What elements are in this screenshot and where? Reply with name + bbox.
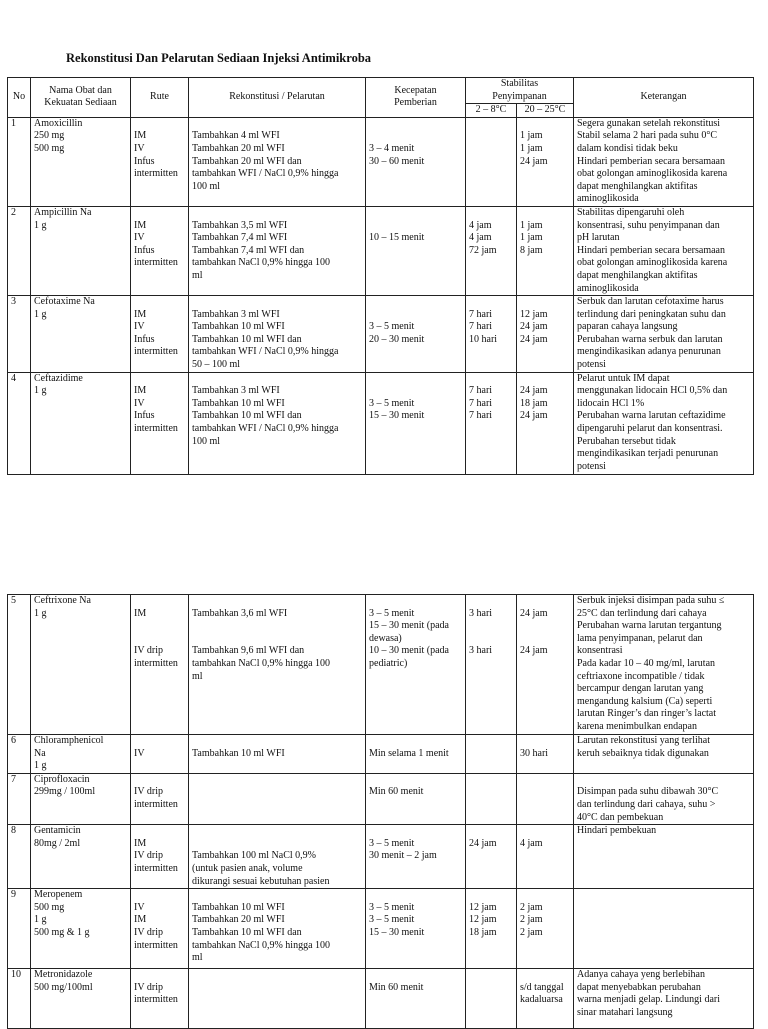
table-row [8,735,754,774]
cell-no: 9 [8,889,31,969]
cell-rekonstitusi: Tambahkan 100 ml NaCl 0,9% (untuk pasien anak, volume dikurangi sesuai kebutuhan pasien [189,825,366,889]
cell-rute: IM IV Infus intermitten [131,117,189,206]
cell-stabilitas-ruang: 1 jam 1 jam 8 jam [517,206,574,295]
table-row [8,117,754,206]
cell-stabilitas-dingin [466,117,517,206]
cell-rute: IV drip intermitten [131,969,189,1029]
cell-keterangan: Adanya cahaya yeng berlebihan dapat menyebabkan perubahan warna menjadi gelap. Lindungi dari sinar matahari langsung [574,969,754,1029]
cell-rekonstitusi: Tambahkan 4 ml WFI Tambahkan 20 ml WFI Tambahkan 20 ml WFI dan tambahkan WFI / NaCl 0,9% hingga 100 ml [189,117,366,206]
cell-rekonstitusi: Tambahkan 10 ml WFI Tambahkan 20 ml WFI Tambahkan 10 ml WFI dan tambahkan NaCl 0,9% hingga 100 ml [189,889,366,969]
header-rute: Rute [131,78,189,118]
table-row [8,889,754,969]
cell-stabilitas-ruang: s/d tanggal kadaluarsa [517,969,574,1029]
header-kecepatan: Kecepatan Pemberian [366,78,466,118]
cell-no: 3 [8,296,31,373]
cell-stabilitas-dingin [466,735,517,774]
cell-rekonstitusi [189,969,366,1029]
cell-stabilitas-ruang: 12 jam 24 jam 24 jam [517,296,574,373]
cell-stabilitas-dingin: 3 hari 3 hari [466,595,517,735]
cell-kecepatan: Min 60 menit [366,969,466,1029]
cell-keterangan: Pelarut untuk IM dapat menggunakan lidocain HCl 0,5% dan lidocain HCl 1% Perubahan warna larutan ceftazidime dipengaruhi pelarut dan konsentrasi. Perubahan tersebut tidak mengindikasikan terjadi penurunan potensi [574,372,754,474]
cell-kecepatan: Min 60 menit [366,773,466,824]
cell-rute: IV [131,735,189,774]
cell-stabilitas-dingin: 7 hari 7 hari 7 hari [466,372,517,474]
cell-stabilitas-ruang: 24 jam 24 jam [517,595,574,735]
cell-rekonstitusi: Tambahkan 3,6 ml WFI Tambahkan 9,6 ml WFI dan tambahkan NaCl 0,9% hingga 100 ml [189,595,366,735]
cell-kecepatan: 3 – 5 menit 15 – 30 menit [366,372,466,474]
cell-rekonstitusi: Tambahkan 10 ml WFI [189,735,366,774]
cell-rute: IV drip intermitten [131,773,189,824]
cell-stabilitas-ruang: 30 hari [517,735,574,774]
cell-rekonstitusi: Tambahkan 3,5 ml WFI Tambahkan 7,4 ml WFI Tambahkan 7,4 ml WFI dan tambahkan NaCl 0,9% hingga 100 ml [189,206,366,295]
cell-nama-obat: Ampicillin Na 1 g [31,206,131,295]
cell-rute: IM IV drip intermitten [131,595,189,735]
table-row [8,296,754,373]
cell-nama-obat: Ceftazidime 1 g [31,372,131,474]
cell-rute: IM IV Infus intermitten [131,372,189,474]
header-stabilitas: Stabilitas Penyimpanan [466,78,574,104]
header-keterangan: Keterangan [574,78,754,118]
cell-nama-obat: Ceftrixone Na 1 g [31,595,131,735]
cell-rute: IM IV Infus intermitten [131,206,189,295]
header-rekonstitusi: Rekonstitusi / Pelarutan [189,78,366,118]
cell-stabilitas-dingin: 24 jam [466,825,517,889]
antimicrobial-table-part-2 [7,594,754,1029]
cell-kecepatan: 3 – 5 menit 20 – 30 menit [366,296,466,373]
cell-keterangan: Segera gunakan setelah rekonstitusi Stabil selama 2 hari pada suhu 0°C dalam kondisi tidak beku Hindari pemberian secara bersamaan obat golongan aminoglikosida karena dapat menghilangkan aktifitas aminoglikosida [574,117,754,206]
cell-no: 10 [8,969,31,1029]
cell-kecepatan: 3 – 4 menit 30 – 60 menit [366,117,466,206]
cell-stabilitas-ruang: 1 jam 1 jam 24 jam [517,117,574,206]
cell-rute: IM IV drip intermitten [131,825,189,889]
cell-rute: IV IM IV drip intermitten [131,889,189,969]
cell-rekonstitusi [189,773,366,824]
table-row [8,969,754,1029]
cell-keterangan: Stabilitas dipengaruhi oleh konsentrasi, suhu penyimpanan dan pH larutan Hindari pemberian secara bersamaan obat golongan aminoglikosida karena dapat menghilangkan aktifitas aminoglikosida [574,206,754,295]
cell-kecepatan: 10 – 15 menit [366,206,466,295]
cell-stabilitas-dingin [466,773,517,824]
cell-no: 4 [8,372,31,474]
table-row [8,595,754,735]
cell-nama-obat: Chloramphenicol Na 1 g [31,735,131,774]
table-row [8,825,754,889]
cell-no: 2 [8,206,31,295]
cell-nama-obat: Cefotaxime Na 1 g [31,296,131,373]
antimicrobial-table-part-1 [7,77,754,475]
header-no: No [8,78,31,118]
cell-kecepatan: Min selama 1 menit [366,735,466,774]
cell-keterangan: Disimpan pada suhu dibawah 30°C dan terlindung dari cahaya, suhu > 40°C dan pembekuan [574,773,754,824]
cell-no: 6 [8,735,31,774]
cell-stabilitas-dingin: 4 jam 4 jam 72 jam [466,206,517,295]
cell-stabilitas-dingin: 7 hari 7 hari 10 hari [466,296,517,373]
cell-nama-obat: Meropenem 500 mg 1 g 500 mg & 1 g [31,889,131,969]
cell-rekonstitusi: Tambahkan 3 ml WFI Tambahkan 10 ml WFI Tambahkan 10 ml WFI dan tambahkan WFI / NaCl 0,9% hingga 50 – 100 ml [189,296,366,373]
cell-rekonstitusi: Tambahkan 3 ml WFI Tambahkan 10 ml WFI Tambahkan 10 ml WFI dan tambahkan WFI / NaCl 0,9% hingga 100 ml [189,372,366,474]
cell-stabilitas-dingin [466,969,517,1029]
cell-no: 7 [8,773,31,824]
cell-keterangan: Larutan rekonstitusi yang terlihat keruh sebaiknya tidak digunakan [574,735,754,774]
cell-keterangan: Serbuk injeksi disimpan pada suhu ≤ 25°C dan terlindung dari cahaya Perubahan warna larutan tergantung lama penyimpanan, pelarut dan konsentrasi Pada kadar 10 – 40 mg/ml, larutan ceftriaxone incompatible / tidak bercampur dengan larutan yang mengandung kalsium (Ca) seperti larutan Ringer’s dan ringer’s lactat karena menimbulkan endapan [574,595,754,735]
cell-rute: IM IV Infus intermitten [131,296,189,373]
cell-nama-obat: Gentamicin 80mg / 2ml [31,825,131,889]
table-row [8,773,754,824]
cell-nama-obat: Ciprofloxacin 299mg / 100ml [31,773,131,824]
document-title: Rekonstitusi Dan Pelarutan Sediaan Injeksi Antimikroba [66,51,372,65]
cell-kecepatan: 3 – 5 menit 30 menit – 2 jam [366,825,466,889]
cell-nama-obat: Metronidazole 500 mg/100ml [31,969,131,1029]
cell-no: 1 [8,117,31,206]
table-row [8,206,754,295]
header-suhu-ruang: 20 – 25°C [517,104,574,118]
cell-keterangan: Hindari pembekuan [574,825,754,889]
header-nama-obat: Nama Obat dan Kekuatan Sediaan [31,78,131,118]
table-row [8,372,754,474]
cell-no: 8 [8,825,31,889]
cell-stabilitas-ruang: 4 jam [517,825,574,889]
header-suhu-dingin: 2 – 8°C [466,104,517,118]
cell-stabilitas-ruang: 2 jam 2 jam 2 jam [517,889,574,969]
cell-kecepatan: 3 – 5 menit 15 – 30 menit (pada dewasa) 10 – 30 menit (pada pediatric) [366,595,466,735]
cell-no: 5 [8,595,31,735]
cell-stabilitas-ruang [517,773,574,824]
cell-keterangan: Serbuk dan larutan cefotaxime harus terlindung dari peningkatan suhu dan paparan cahaya langsung Perubahan warna serbuk dan larutan mengindikasikan adanya penurunan potensi [574,296,754,373]
cell-kecepatan: 3 – 5 menit 3 – 5 menit 15 – 30 menit [366,889,466,969]
cell-stabilitas-ruang: 24 jam 18 jam 24 jam [517,372,574,474]
cell-nama-obat: Amoxicillin 250 mg 500 mg [31,117,131,206]
cell-keterangan [574,889,754,969]
cell-stabilitas-dingin: 12 jam 12 jam 18 jam [466,889,517,969]
